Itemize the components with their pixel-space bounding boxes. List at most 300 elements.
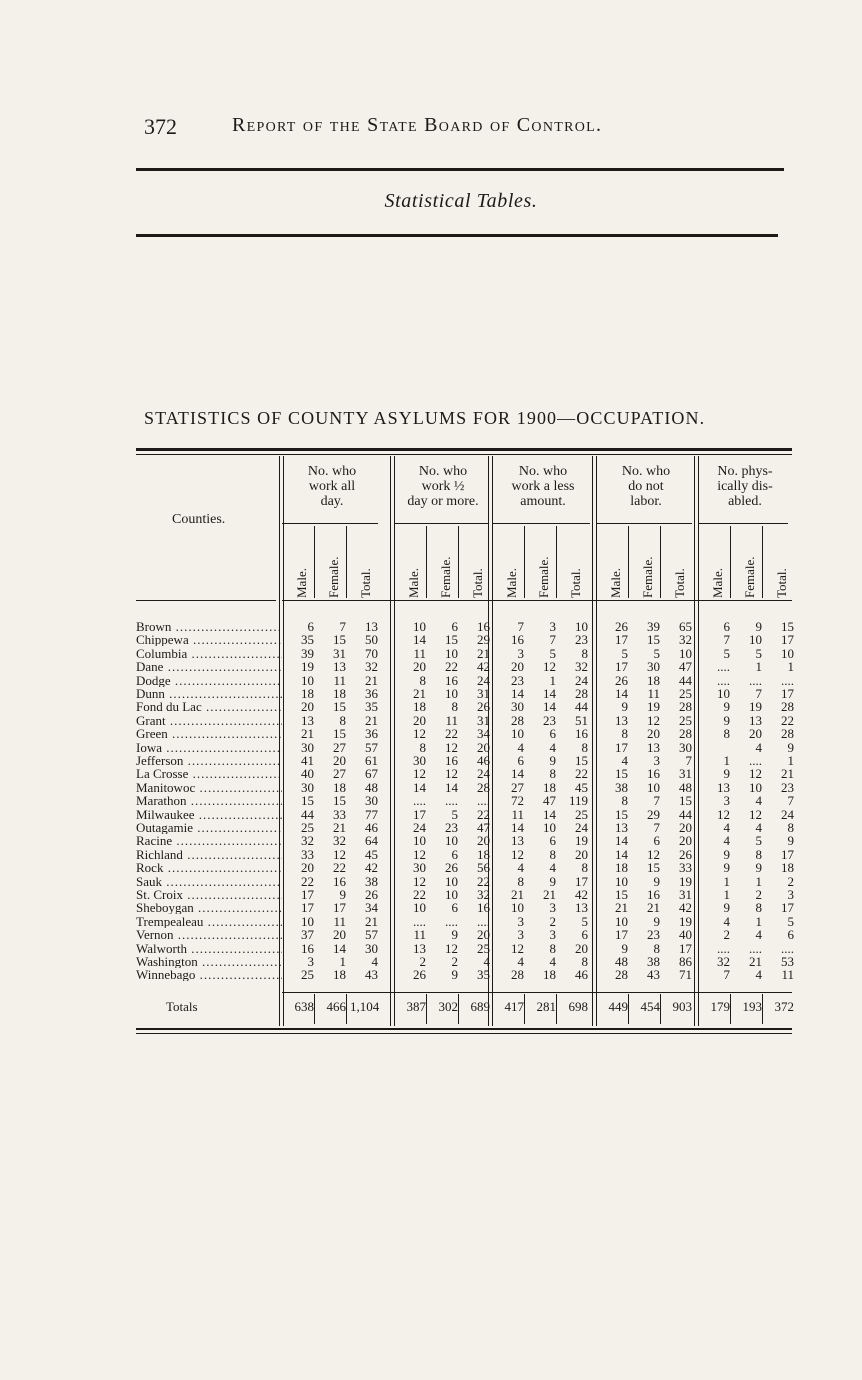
group-header-line: day or more.: [407, 494, 479, 509]
table-cell: 3: [517, 645, 524, 661]
table-cell: 22: [301, 873, 314, 889]
table-cell: 15: [333, 632, 346, 648]
table-cell: 20: [413, 712, 426, 728]
header-rule-top: [136, 168, 784, 171]
table-cell: 13: [413, 940, 426, 956]
group-header-line: No. who: [307, 464, 357, 479]
county-name: Grant .....: [136, 714, 282, 727]
table-cell: 10: [445, 887, 458, 902]
totals-label: Totals: [166, 999, 198, 1014]
table-cell: 7: [549, 632, 556, 648]
table-cell: 17: [781, 686, 794, 701]
table-cell: 33: [679, 860, 692, 876]
table-cell: 12: [749, 806, 762, 822]
table-cell: 2: [787, 873, 794, 889]
table-cell: 13: [511, 833, 524, 849]
table-cell: 24: [477, 672, 490, 688]
statistics-table: [136, 448, 792, 1038]
table-cell: 3: [307, 954, 314, 969]
table-cell: 26: [413, 967, 426, 983]
table-cell: 18: [543, 967, 556, 983]
table-cell: 42: [365, 860, 378, 876]
table-cell: 4: [517, 954, 524, 969]
table-cell: 30: [511, 699, 524, 715]
table-cell: 17: [615, 659, 628, 675]
table-cell: 3: [549, 900, 556, 916]
table-cell: 1: [723, 873, 730, 889]
column-divider: [628, 526, 629, 598]
table-cell: ....: [749, 672, 762, 688]
header-body-rule: [136, 600, 276, 601]
table-cell: ....: [413, 913, 426, 929]
table-cell: 11: [333, 913, 346, 929]
table-cell: 20: [749, 726, 762, 742]
sub-header-male: Male.: [608, 568, 623, 598]
county-name: Sauk .....: [136, 875, 282, 888]
counties-header: Counties.: [172, 512, 226, 527]
table-cell: 20: [575, 846, 588, 862]
table-cell: 65: [679, 619, 692, 634]
county-name: Winnebago .....: [136, 968, 282, 981]
table-cell: 13: [717, 779, 730, 795]
county-name: Racine .....: [136, 834, 282, 847]
table-cell: 44: [301, 806, 314, 822]
table-cell: 20: [301, 699, 314, 715]
table-cell: 6: [451, 846, 458, 862]
table-cell: 10: [781, 645, 794, 661]
table-cell: 24: [575, 820, 588, 835]
table-cell: 51: [575, 712, 588, 728]
table-cell: 9: [723, 712, 730, 728]
county-name: La Crosse .....: [136, 767, 282, 780]
table-cell: 18: [477, 846, 490, 862]
table-cell: 14: [511, 766, 524, 782]
table-cell: 36: [365, 686, 378, 701]
table-cell: 6: [787, 927, 794, 943]
table-cell: 10: [301, 913, 314, 929]
table-cell: 4: [755, 793, 762, 809]
sub-header-female: Female.: [536, 556, 551, 598]
table-cell: ....: [749, 940, 762, 956]
table-cell: 15: [679, 793, 692, 809]
county-name: Dane .....: [136, 660, 282, 673]
table-cell: 6: [451, 900, 458, 916]
table-cell: 36: [365, 726, 378, 742]
table-cell: 5: [787, 913, 794, 929]
table-cell: 8: [581, 645, 588, 661]
table-cell: 10: [575, 619, 588, 634]
table-cell: 21: [413, 686, 426, 701]
totals-cell: 689: [470, 999, 490, 1014]
column-divider: [628, 994, 629, 1024]
table-cell: 30: [365, 793, 378, 809]
table-cell: 13: [615, 712, 628, 728]
table-cell: 10: [647, 779, 660, 795]
group-header-3: [492, 464, 594, 509]
table-cell: 32: [333, 833, 346, 849]
group-header-line: day.: [320, 494, 344, 509]
table-cell: 8: [549, 940, 556, 956]
table-cell: 19: [679, 873, 692, 889]
table-cell: 25: [301, 820, 314, 835]
totals-cell: 372: [774, 999, 794, 1014]
table-cell: 16: [301, 940, 314, 956]
section-title: Statistical Tables.: [384, 190, 538, 212]
table-cell: 12: [647, 846, 660, 862]
county-name: Vernon .....: [136, 928, 282, 941]
table-cell: 21: [301, 726, 314, 742]
table-cell: 12: [445, 766, 458, 782]
table-cell: ....: [413, 793, 426, 809]
table-cell: 7: [517, 619, 524, 634]
table-cell: 4: [755, 739, 762, 755]
table-cell: 27: [333, 739, 346, 755]
table-cell: 28: [511, 967, 524, 983]
group-underline: [282, 523, 378, 524]
county-name: Green .....: [136, 727, 282, 740]
table-cell: 40: [301, 766, 314, 782]
totals-rule: [282, 992, 792, 993]
table-cell: 12: [445, 739, 458, 755]
table-cell: 41: [301, 753, 314, 768]
group-header-5: [698, 464, 792, 509]
table-cell: 11: [647, 686, 660, 701]
table-cell: ....: [781, 672, 794, 688]
table-cell: 21: [781, 766, 794, 782]
totals-cell: 1,104: [350, 999, 380, 1014]
table-cell: 31: [679, 766, 692, 782]
table-cell: 23: [511, 672, 524, 688]
table-cell: 26: [615, 619, 628, 634]
table-cell: 17: [615, 739, 628, 755]
county-name: Richland .....: [136, 848, 282, 861]
table-cell: 48: [679, 779, 692, 795]
county-name: Iowa .....: [136, 741, 282, 754]
table-cell: 6: [451, 619, 458, 634]
table-cell: 9: [755, 619, 762, 634]
table-cell: 3: [723, 793, 730, 809]
table-cell: 17: [781, 632, 794, 648]
table-cell: 35: [477, 967, 490, 983]
table-cell: 18: [333, 686, 346, 701]
table-cell: 8: [419, 672, 426, 688]
table-cell: 18: [333, 967, 346, 983]
table-cell: 32: [477, 887, 490, 902]
table-cell: 34: [477, 726, 490, 742]
table-cell: 12: [749, 766, 762, 782]
table-cell: ....: [749, 753, 762, 768]
table-cell: 4: [517, 739, 524, 755]
table-cell: 16: [333, 873, 346, 889]
table-cell: 20: [477, 927, 490, 943]
table-cell: 3: [549, 619, 556, 634]
table-cell: 15: [333, 793, 346, 809]
group-header-line: work ½: [421, 479, 465, 494]
sub-header-total: Total.: [774, 568, 789, 598]
table-cell: 5: [755, 833, 762, 849]
table-cell: 24: [477, 766, 490, 782]
table-cell: 1: [339, 954, 346, 969]
county-name: Outagamie .....: [136, 821, 282, 834]
table-cell: 11: [413, 645, 426, 661]
table-bottom-rule: [136, 1028, 792, 1030]
column-divider: [314, 994, 315, 1024]
table-cell: 10: [679, 645, 692, 661]
column-divider: [698, 456, 699, 1026]
table-cell: 13: [615, 820, 628, 835]
table-cell: 8: [723, 726, 730, 742]
table-title: STATISTICS OF COUNTY ASYLUMS FOR 1900—OCCUPATION.: [144, 408, 706, 428]
table-cell: 7: [653, 793, 660, 809]
table-cell: 28: [781, 699, 794, 715]
column-divider: [730, 526, 731, 598]
table-cell: 9: [451, 927, 458, 943]
table-cell: 1: [755, 873, 762, 889]
table-cell: 14: [413, 779, 426, 795]
table-cell: 32: [679, 632, 692, 648]
table-cell: 8: [755, 846, 762, 862]
table-cell: 30: [301, 779, 314, 795]
table-top-rule-thin: [136, 454, 792, 455]
table-cell: 4: [723, 820, 730, 835]
table-cell: 18: [781, 860, 794, 876]
table-cell: 28: [575, 686, 588, 701]
sub-header-total: Total.: [672, 568, 687, 598]
table-cell: 19: [749, 699, 762, 715]
county-name: Columbia .....: [136, 647, 282, 660]
table-cell: 10: [445, 645, 458, 661]
group-header-line: No. who: [418, 464, 468, 479]
table-cell: 23: [647, 927, 660, 943]
totals-cell: 281: [536, 999, 556, 1014]
totals-cell: 417: [504, 999, 524, 1014]
county-name: Jefferson .....: [136, 754, 282, 767]
table-cell: 38: [647, 954, 660, 969]
table-cell: 9: [653, 913, 660, 929]
column-divider: [426, 994, 427, 1024]
sub-header-male: Male.: [406, 568, 421, 598]
group-header-2: [394, 464, 492, 509]
table-cell: 23: [543, 712, 556, 728]
group-header-line: No. phys-: [717, 464, 773, 479]
table-cell: ....: [717, 659, 730, 675]
table-cell: 32: [301, 833, 314, 849]
table-cell: ....: [477, 913, 490, 929]
table-cell: 1: [755, 659, 762, 675]
table-cell: 11: [511, 806, 524, 822]
table-cell: 12: [445, 940, 458, 956]
table-cell: ....: [445, 913, 458, 929]
table-cell: 17: [333, 900, 346, 916]
table-cell: 4: [549, 739, 556, 755]
table-cell: 3: [653, 753, 660, 768]
totals-cell: 466: [326, 999, 346, 1014]
column-divider: [458, 526, 459, 598]
table-cell: 10: [749, 779, 762, 795]
table-cell: 6: [653, 833, 660, 849]
table-cell: 8: [451, 699, 458, 715]
table-cell: 17: [679, 940, 692, 956]
group-header-line: abled.: [728, 494, 762, 509]
table-cell: 19: [575, 833, 588, 849]
table-cell: 15: [615, 887, 628, 902]
table-cell: 33: [301, 846, 314, 862]
column-divider: [346, 526, 347, 598]
table-cell: 32: [365, 659, 378, 675]
table-cell: 14: [615, 846, 628, 862]
table-cell: 9: [621, 699, 628, 715]
sub-header-female: Female.: [438, 556, 453, 598]
table-cell: 6: [517, 753, 524, 768]
table-cell: 20: [575, 940, 588, 956]
table-cell: 13: [301, 712, 314, 728]
table-cell: 46: [575, 967, 588, 983]
table-cell: 14: [543, 699, 556, 715]
table-cell: 47: [477, 820, 490, 835]
totals-cell: 454: [640, 999, 660, 1014]
table-cell: 8: [339, 712, 346, 728]
table-cell: 28: [477, 779, 490, 795]
table-cell: 13: [647, 739, 660, 755]
table-cell: 2: [549, 913, 556, 929]
group-header-4: [596, 464, 696, 509]
column-divider: [279, 456, 280, 1026]
table-cell: 38: [365, 873, 378, 889]
table-cell: 9: [723, 699, 730, 715]
table-cell: 33: [333, 806, 346, 822]
table-cell: 20: [333, 753, 346, 768]
table-cell: 8: [787, 820, 794, 835]
column-divider: [592, 456, 593, 1026]
totals-cell: 302: [438, 999, 458, 1014]
column-divider: [762, 526, 763, 598]
group-header-1: [282, 464, 382, 509]
table-cell: 2: [723, 927, 730, 943]
table-cell: 16: [647, 887, 660, 902]
table-cell: 15: [575, 753, 588, 768]
table-cell: 43: [365, 967, 378, 983]
table-cell: 42: [477, 659, 490, 675]
table-cell: 24: [413, 820, 426, 835]
table-cell: 16: [477, 900, 490, 916]
table-cell: 9: [723, 900, 730, 916]
table-cell: 15: [333, 726, 346, 742]
table-cell: 11: [781, 967, 794, 983]
county-name: Rock .....: [136, 861, 282, 874]
column-divider: [524, 994, 525, 1024]
table-cell: 5: [451, 806, 458, 822]
table-cell: 43: [647, 967, 660, 983]
table-cell: 18: [543, 779, 556, 795]
county-name: St. Croix .....: [136, 888, 282, 901]
table-cell: 71: [679, 967, 692, 983]
county-name: Dodge .....: [136, 674, 282, 687]
column-divider: [492, 456, 493, 1026]
table-cell: 2: [419, 954, 426, 969]
county-name: Manitowoc .....: [136, 781, 282, 794]
table-cell: 16: [477, 619, 490, 634]
column-divider: [458, 994, 459, 1024]
table-cell: 20: [679, 820, 692, 835]
table-cell: 15: [333, 699, 346, 715]
group-header-line: do not: [628, 479, 664, 494]
table-cell: 22: [575, 766, 588, 782]
table-cell: 17: [781, 900, 794, 916]
table-cell: 47: [543, 793, 556, 809]
table-cell: 26: [477, 699, 490, 715]
table-cell: ....: [477, 793, 490, 809]
table-cell: 4: [371, 954, 378, 969]
table-cell: 45: [575, 779, 588, 795]
table-cell: 42: [679, 900, 692, 916]
table-cell: 35: [365, 699, 378, 715]
table-cell: 7: [339, 619, 346, 634]
table-cell: 8: [621, 726, 628, 742]
table-cell: 17: [615, 927, 628, 943]
table-cell: 4: [755, 967, 762, 983]
table-cell: 50: [365, 632, 378, 648]
sub-header-female: Female.: [326, 556, 341, 598]
table-cell: 4: [549, 954, 556, 969]
group-header-line: work all: [308, 479, 356, 494]
table-cell: 46: [365, 820, 378, 835]
table-cell: 14: [413, 632, 426, 648]
table-cell: 10: [615, 913, 628, 929]
table-cell: 21: [543, 887, 556, 902]
table-cell: 17: [301, 900, 314, 916]
table-cell: 13: [749, 712, 762, 728]
table-cell: 10: [615, 873, 628, 889]
table-cell: 8: [549, 766, 556, 782]
table-cell: 14: [511, 686, 524, 701]
table-cell: 7: [723, 632, 730, 648]
sub-header-male: Male.: [504, 568, 519, 598]
table-cell: 37: [301, 927, 314, 943]
sub-header-female: Female.: [640, 556, 655, 598]
totals-cell: 449: [608, 999, 628, 1014]
table-cell: 30: [413, 753, 426, 768]
table-cell: 1: [723, 887, 730, 902]
table-cell: 5: [755, 645, 762, 661]
table-cell: 21: [365, 913, 378, 929]
group-header-line: work a less: [511, 479, 575, 494]
table-cell: 10: [511, 900, 524, 916]
column-divider: [762, 994, 763, 1024]
table-cell: 31: [333, 645, 346, 661]
table-cell: 9: [549, 873, 556, 889]
table-cell: 12: [413, 846, 426, 862]
table-cell: 9: [787, 739, 794, 755]
column-divider: [394, 456, 395, 1026]
table-cell: 23: [445, 820, 458, 835]
table-cell: 17: [575, 873, 588, 889]
table-cell: 20: [679, 833, 692, 849]
table-cell: 12: [717, 806, 730, 822]
table-cell: 2: [755, 887, 762, 902]
table-cell: 8: [517, 873, 524, 889]
table-cell: 10: [301, 672, 314, 688]
table-cell: 9: [451, 967, 458, 983]
table-cell: 17: [413, 806, 426, 822]
table-cell: 1: [723, 753, 730, 768]
table-cell: 16: [575, 726, 588, 742]
table-cell: 22: [445, 726, 458, 742]
table-cell: 35: [301, 632, 314, 648]
table-cell: 11: [333, 672, 346, 688]
table-cell: 7: [685, 753, 692, 768]
sub-header-male: Male.: [710, 568, 725, 598]
table-cell: 31: [477, 686, 490, 701]
